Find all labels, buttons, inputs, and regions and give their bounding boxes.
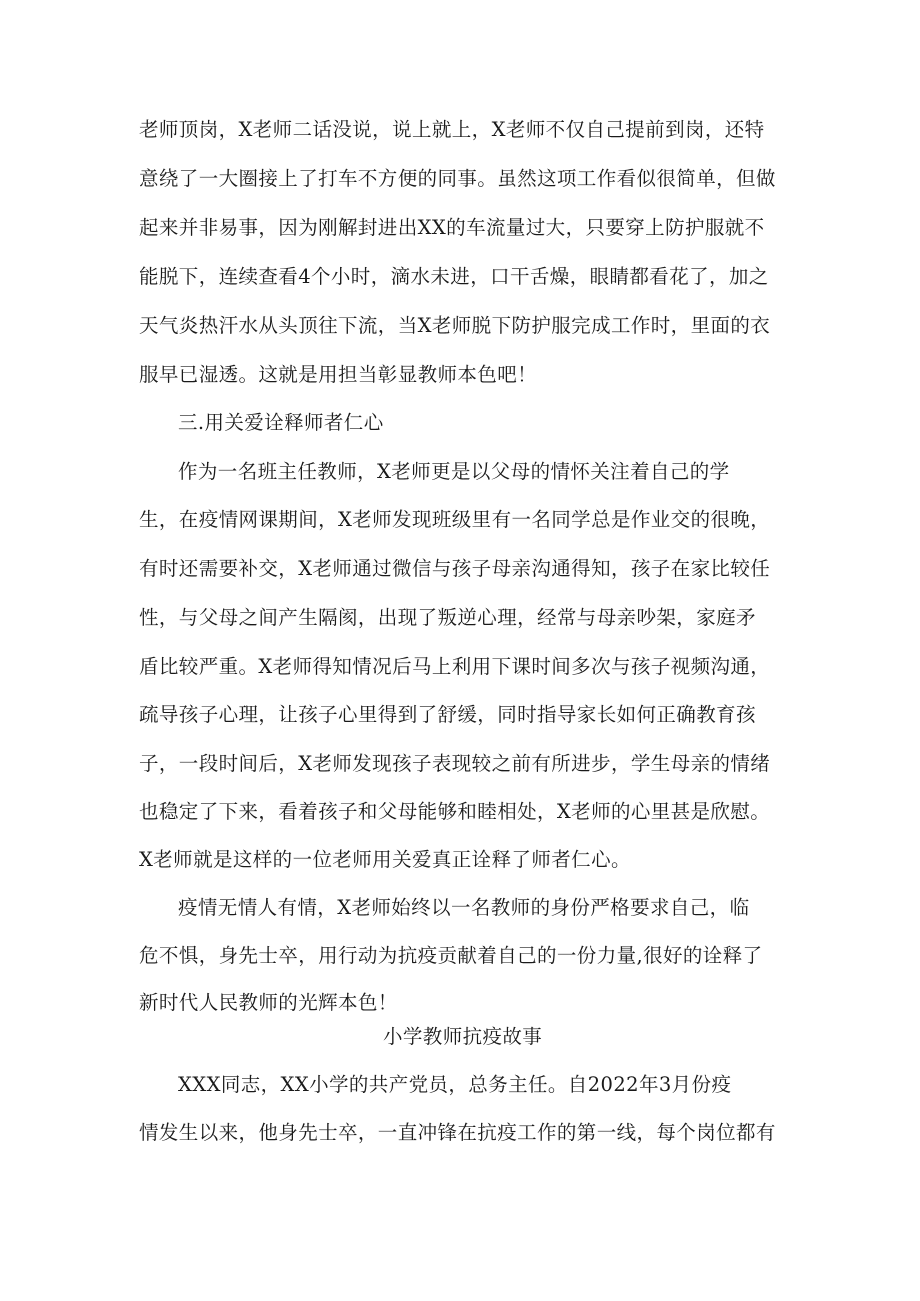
para1-line2: 意绕了一大圈接上了打车不方便的同事。虽然这项工作看似很简单，但做 (139, 167, 776, 190)
para2-line8: 也稳定了下来，看着孩子和父母能够和睦相处，X老师的心里甚是欣慰。 (139, 800, 771, 823)
para4-line1: XXX同志，XX小学的共产党员，总务主任。自2022年3月份疫 (178, 1073, 732, 1096)
para2-line9: X老师就是这样的一位老师用关爱真正诠释了师者仁心。 (139, 848, 631, 871)
para3-line1: 疫情无情人有情，X老师始终以一名教师的身份严格要求自己，临 (178, 896, 750, 919)
para1-line6: 服早已湿透。这就是用担当彰显教师本色吧！ (139, 363, 538, 386)
para2-line1: 作为一名班主任教师，X老师更是以父母的情怀关注着自己的学 (178, 460, 730, 483)
para1-line3: 起来并非易事，因为刚解封进出XX的车流量过大，只要穿上防护服就不 (139, 216, 765, 239)
para2-line2: 生，在疫情网课期间，X老师发现班级里有一名同学总是作业交的很晚， (139, 508, 771, 531)
para1-line4: 能脱下，连续查看4个小时，滴水未进，口干舌燥，眼睛都看花了，加之 (139, 265, 769, 288)
section-heading: 三.用关爱诠释师者仁心 (178, 411, 384, 434)
para2-line7: 子，一段时间后，X老师发现孩子表现较之前有所进步，学生母亲的情绪 (139, 752, 771, 775)
para1-line1: 老师顶岗，X老师二话没说，说上就上，X老师不仅自己提前到岗，还特 (139, 118, 765, 141)
para2-line5: 盾比较严重。X老师得知情况后马上利用下课时间多次与孩子视频沟通， (139, 655, 771, 678)
para2-line4: 性，与父母之间产生隔阂，出现了叛逆心理，经常与母亲吵架，家庭矛 (139, 606, 756, 629)
para2-line6: 疏导孩子心理，让孩子心里得到了舒缓，同时指导家长如何正确教育孩 (139, 703, 756, 726)
para2-line3: 有时还需要补交，X老师通过微信与孩子母亲沟通得知，孩子在家比较任 (139, 557, 771, 580)
para3-line2: 危不惧，身先士卒，用行动为抗疫贡献着自己的一份力量,很好的诠释了 (139, 944, 763, 967)
para1-line5: 天气炎热汗水从头顶往下流，当X老师脱下防护服完成工作时，里面的衣 (139, 314, 771, 337)
para4-line2: 情发生以来，他身先士卒，一直冲锋在抗疫工作的第一线，每个岗位都有 (139, 1121, 776, 1144)
story-title: 小学教师抗疫故事 (383, 1025, 543, 1048)
para3-line3: 新时代人民教师的光辉本色！ (139, 991, 398, 1014)
